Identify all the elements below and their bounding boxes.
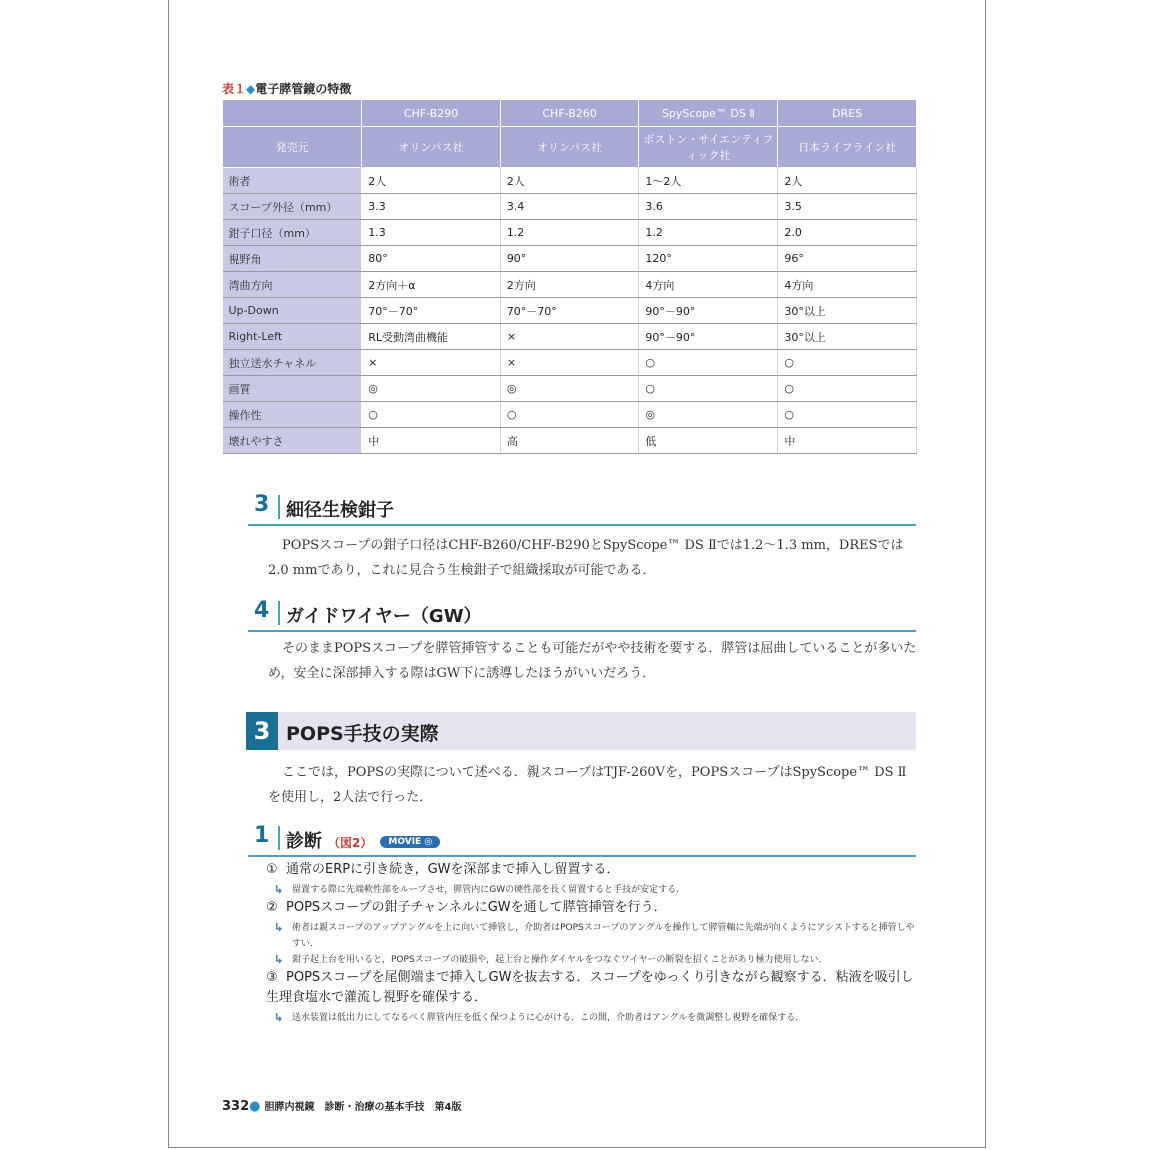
table-cell: 30°以上 bbox=[778, 298, 917, 324]
row-label: 画質 bbox=[223, 376, 362, 402]
table-caption-title: 電子膵管鏡の特徴 bbox=[255, 82, 352, 96]
table-cell: × bbox=[500, 324, 639, 350]
step-text: POPSスコープを尾側端まで挿入しGWを抜去する．スコープをゆっくり引きながら観察する．粘液を吸引し生理食塩水で灌流し視野を確保する． bbox=[266, 970, 914, 1005]
heading-divider bbox=[278, 495, 280, 519]
table-header-row-models bbox=[223, 100, 917, 127]
table-cell: ○ bbox=[778, 350, 917, 376]
table-header-maker: ボストン・サイエンティフィック社 bbox=[639, 127, 778, 168]
table-cell: × bbox=[362, 350, 501, 376]
table-cell: ○ bbox=[778, 376, 917, 402]
step-note bbox=[266, 952, 918, 968]
step-note bbox=[266, 920, 918, 952]
paragraph: そのままPOPSスコープを膵管挿管することも可能だがやや技術を要する．膵管は屈曲していることが多いため，安全に深部挿入する際はGW下に誘導したほうがいいだろう． bbox=[268, 641, 917, 681]
heading-divider bbox=[278, 601, 280, 625]
row-label: 術者 bbox=[223, 168, 362, 194]
section-heading-biopsy bbox=[248, 490, 916, 526]
table-caption bbox=[222, 80, 351, 97]
section-title: 細径生検鉗子 bbox=[286, 500, 394, 521]
row-label: 操作性 bbox=[223, 402, 362, 428]
chapter-title: POPS手技の実際 bbox=[286, 723, 439, 745]
table-cell: 4方向 bbox=[778, 272, 917, 298]
table-cell: 4方向 bbox=[639, 272, 778, 298]
spec-table bbox=[222, 99, 917, 454]
chapter-number: 3 bbox=[246, 712, 278, 750]
table-header-maker-label: 発売元 bbox=[223, 127, 362, 168]
section-body-guidewire bbox=[268, 636, 918, 686]
heading-divider bbox=[278, 826, 280, 850]
table-cell: 1.3 bbox=[362, 220, 501, 246]
table-row bbox=[223, 272, 917, 298]
procedure-steps bbox=[266, 860, 918, 1026]
table-cell: 高 bbox=[500, 428, 639, 454]
table-header-maker: オリンパス社 bbox=[362, 127, 501, 168]
table-cell: 中 bbox=[778, 428, 917, 454]
step-number: ② bbox=[266, 900, 278, 915]
table-cell: 2.0 bbox=[778, 220, 917, 246]
table-header-model: DRES bbox=[778, 100, 917, 127]
table-header-maker: オリンパス社 bbox=[500, 127, 639, 168]
section-number: 3 bbox=[254, 492, 270, 517]
table-header-model: CHF-B260 bbox=[500, 100, 639, 127]
row-label: Up-Down bbox=[223, 298, 362, 324]
step-item bbox=[266, 968, 918, 1008]
table-cell: 2方向＋α bbox=[362, 272, 501, 298]
table-cell: ◎ bbox=[639, 402, 778, 428]
row-label: 視野角 bbox=[223, 246, 362, 272]
section-heading-guidewire bbox=[248, 596, 916, 632]
table-cell: 90° bbox=[500, 246, 639, 272]
table-header-model: CHF-B290 bbox=[362, 100, 501, 127]
table-cell: 90°－90° bbox=[639, 298, 778, 324]
note-text: 送水装置は低出力にしてなるべく膵管内圧を低く保つように心がける．この間，介助者はアングルを微調整し視野を確保する． bbox=[292, 1013, 805, 1023]
table-cell: 1.2 bbox=[639, 220, 778, 246]
row-label: 壊れやすさ bbox=[223, 428, 362, 454]
step-note bbox=[266, 882, 918, 898]
table-row bbox=[223, 220, 917, 246]
note-text: 留置する際に先端軟性部をループさせ，膵管内にGWの硬性部を長く留置すると手技が安定する． bbox=[292, 885, 686, 895]
note-text: 鉗子起上台を用いると，POPSスコープの破損や，起上台と操作ダイヤルをつなぐワイヤーの断裂を招くことがあり極力使用しない． bbox=[292, 955, 828, 965]
table-cell: 1〜2人 bbox=[639, 168, 778, 194]
table-cell: 70°－70° bbox=[500, 298, 639, 324]
note-arrow-icon: ↳ bbox=[274, 883, 284, 896]
table-cell: ◎ bbox=[362, 376, 501, 402]
movie-badge[interactable]: MOVIE ◎ bbox=[380, 836, 440, 848]
table-cell: 2方向 bbox=[500, 272, 639, 298]
table-row bbox=[223, 168, 917, 194]
caption-bullet-icon: ◆ bbox=[246, 82, 256, 96]
table-row bbox=[223, 324, 917, 350]
table-cell: ○ bbox=[500, 402, 639, 428]
table-cell: ○ bbox=[362, 402, 501, 428]
step-number: ① bbox=[266, 862, 278, 877]
note-arrow-icon: ↳ bbox=[274, 1011, 284, 1024]
table-caption-label: 表１ bbox=[222, 82, 247, 96]
note-arrow-icon: ↳ bbox=[274, 953, 284, 966]
table-header-maker: 日本ライフライン社 bbox=[778, 127, 917, 168]
row-label: 鉗子口径（mm） bbox=[223, 220, 362, 246]
note-text: 術者は親スコープのアップアングルを上に向いて挿管し，介助者はPOPSスコープのアングルを操作して膵管軸に先端が向くようにアシストすると挿管しやすい． bbox=[292, 923, 915, 949]
section-title: ガイドワイヤー（GW） bbox=[286, 606, 482, 627]
table-row bbox=[223, 194, 917, 220]
section-number: 1 bbox=[254, 823, 270, 848]
table-cell: 3.4 bbox=[500, 194, 639, 220]
table-cell: ○ bbox=[639, 350, 778, 376]
step-number: ③ bbox=[266, 970, 278, 985]
table-cell: 3.6 bbox=[639, 194, 778, 220]
figure-reference: （図2） bbox=[328, 836, 373, 850]
row-label: Right-Left bbox=[223, 324, 362, 350]
row-label: 独立送水チャネル bbox=[223, 350, 362, 376]
table-cell: 70°－70° bbox=[362, 298, 501, 324]
table-row bbox=[223, 246, 917, 272]
table-cell: 90°－90° bbox=[639, 324, 778, 350]
step-text: POPSスコープの鉗子チャンネルにGWを通して膵管挿管を行う． bbox=[286, 900, 667, 915]
step-item bbox=[266, 898, 918, 918]
table-row bbox=[223, 402, 917, 428]
section-body-biopsy bbox=[268, 533, 918, 583]
step-item bbox=[266, 860, 918, 880]
table-row bbox=[223, 350, 917, 376]
paragraph: ここでは，POPSの実際について述べる．親スコープはTJF-260Vを，POPSスコープはSpyScope™ DS Ⅱを使用し，2人法で行った． bbox=[268, 765, 907, 805]
page-footer bbox=[222, 1098, 461, 1114]
table-row bbox=[223, 298, 917, 324]
section-heading-diagnosis bbox=[248, 821, 916, 857]
paragraph: POPSスコープの鉗子口径はCHF-B260/CHF-B290とSpyScope™ DS Ⅱでは1.2〜1.3 mm，DRESでは2.0 mmであり，これに見合う生検鉗子で組織採取が可能である． bbox=[268, 538, 904, 578]
table-cell: ◎ bbox=[500, 376, 639, 402]
footer-bullet-icon: ● bbox=[249, 1099, 261, 1114]
table-cell: 3.3 bbox=[362, 194, 501, 220]
table-cell: 中 bbox=[362, 428, 501, 454]
table-cell: 2人 bbox=[778, 168, 917, 194]
table-cell: 3.5 bbox=[778, 194, 917, 220]
chapter-body-pops bbox=[268, 760, 918, 810]
table-header-row-makers bbox=[223, 127, 917, 168]
table-row bbox=[223, 376, 917, 402]
table-cell: 96° bbox=[778, 246, 917, 272]
table-header-model: SpyScope™ DS Ⅱ bbox=[639, 100, 778, 127]
row-label: 湾曲方向 bbox=[223, 272, 362, 298]
table-cell: 1.2 bbox=[500, 220, 639, 246]
step-text: 通常のERPに引き続き，GWを深部まで挿入し留置する． bbox=[286, 862, 620, 877]
page-number: 332 bbox=[222, 1099, 250, 1114]
section-title-wrap bbox=[286, 827, 440, 853]
table-cell: RL受動湾曲機能 bbox=[362, 324, 501, 350]
step-note bbox=[266, 1010, 918, 1026]
table-cell: × bbox=[500, 350, 639, 376]
table-cell: 2人 bbox=[362, 168, 501, 194]
chapter-heading-pops bbox=[246, 712, 916, 750]
book-title: 胆膵内視鏡 診断・治療の基本手技 第4版 bbox=[264, 1102, 462, 1113]
table-cell: ○ bbox=[778, 402, 917, 428]
table-cell: ○ bbox=[639, 376, 778, 402]
note-arrow-icon: ↳ bbox=[274, 921, 284, 934]
table-cell: 低 bbox=[639, 428, 778, 454]
table-cell: 2人 bbox=[500, 168, 639, 194]
table-cell: 120° bbox=[639, 246, 778, 272]
row-label: スコープ外径（mm） bbox=[223, 194, 362, 220]
section-number: 4 bbox=[254, 598, 270, 623]
table-header-blank bbox=[223, 100, 362, 127]
table-cell: 30°以上 bbox=[778, 324, 917, 350]
table-row bbox=[223, 428, 917, 454]
section-title: 診断 bbox=[286, 831, 322, 852]
table-cell: 80° bbox=[362, 246, 501, 272]
